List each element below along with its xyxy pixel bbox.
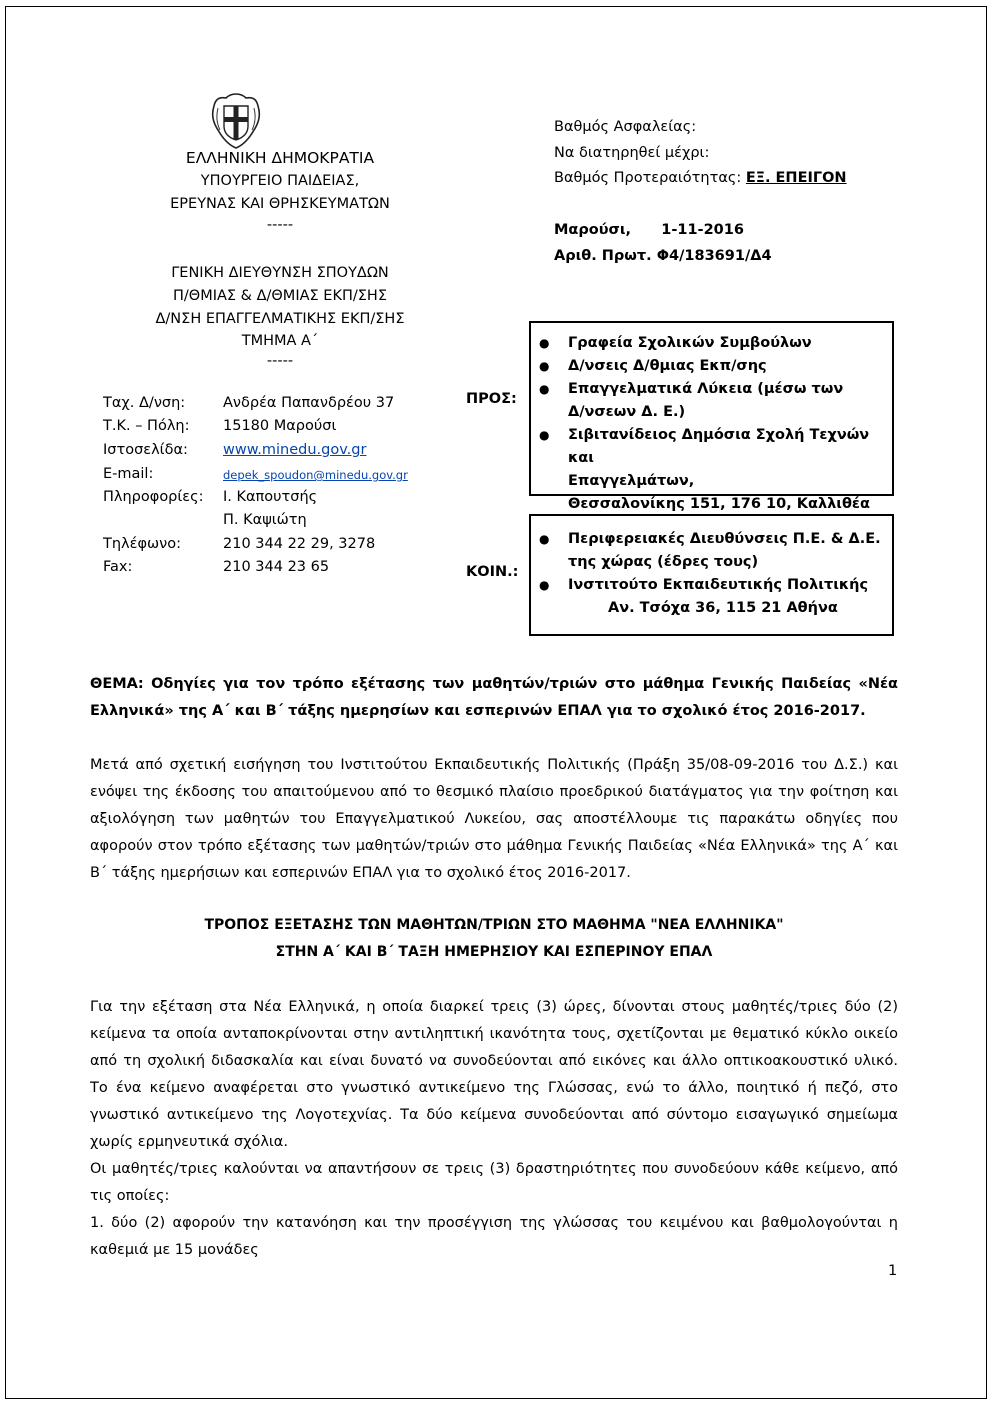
cc-item-2-cont: Αν. Τσόχα 36, 115 21 Αθήνα: [608, 600, 838, 616]
separator: -----: [266, 217, 294, 233]
page-number: 1: [888, 1263, 898, 1279]
address-value: Ανδρέα Παπανδρέου 37: [223, 395, 395, 411]
website-link[interactable]: www.minedu.gov.gr: [223, 442, 367, 458]
bullet-icon: ●: [539, 532, 550, 546]
cc-label: ΚΟΙΝ.:: [466, 564, 519, 580]
priority-row: [554, 170, 847, 186]
priority-label: Βαθμός Προτεραιότητας:: [554, 170, 742, 186]
ministry-line-1: ΥΠΟΥΡΓΕΙΟ ΠΑΙΔΕΙΑΣ,: [200, 173, 360, 189]
cc-item-1-cont: της χώρας (έδρες τους): [568, 554, 759, 570]
bullet-icon: ●: [539, 382, 550, 396]
paragraph-2: Οι μαθητές/τριες καλούνται να απαντήσουν σε τρεις (3) δραστηριότητες που συνοδεύουν κάθε κείμενο, από τις οποίες:: [90, 1161, 898, 1204]
to-item-4-cont-2: Θεσσαλονίκης 151, 176 10, Καλλιθέα: [568, 496, 870, 512]
protocol-number: Αριθ. Πρωτ. Φ4/183691/Δ4: [554, 248, 772, 264]
to-item-4: ● Σιβιτανίδειος Δημόσια Σχολή Τεχνών και: [531, 424, 892, 470]
dept-line-3: Δ/ΝΣΗ ΕΠΑΓΓΕΛΜΑΤΙΚΗΣ ΕΚΠ/ΣΗΣ: [155, 311, 405, 327]
cc-item-2: ● Ινστιτούτο Εκπαιδευτικής Πολιτικής: [531, 574, 892, 597]
priority-value: ΕΞ. ΕΠΕΙΓΟΝ: [745, 170, 847, 186]
exam-paragraph: [90, 994, 898, 1264]
info-label: Πληροφορίες:: [103, 489, 204, 505]
section-heading-line-2: ΣΤΗΝ Α΄ ΚΑΙ Β΄ ΤΑΞΗ ΗΜΕΡΗΣΙΟΥ ΚΑΙ ΕΣΠΕΡΙΝΟΥ ΕΠΑΛ: [275, 944, 713, 960]
coat-of-arms-emblem: [210, 92, 262, 150]
website-label: Ιστοσελίδα:: [103, 442, 188, 458]
fax-value: 210 344 23 65: [223, 559, 330, 575]
email-link[interactable]: depek_spoudon@minedu.gov.gr: [223, 468, 408, 482]
bullet-icon: ●: [539, 359, 550, 373]
republic-title: ΕΛΛΗΝΙΚΗ ΔΗΜΟΚΡΑΤΙΑ: [185, 149, 375, 167]
subject: ΘΕΜΑ: Οδηγίες για τον τρόπο εξέτασης των μαθητών/τριών στο μάθημα Γενικής Παιδείας «Νέα Ελληνικά» της Α΄ και Β΄ τάξης ημερησίων και εσπερινών ΕΠΑΛ για το σχολικό έτος 2016-2017.: [90, 676, 898, 719]
ministry-line-2: ΕΡΕΥΝΑΣ ΚΑΙ ΘΡΗΣΚΕΥΜΑΤΩΝ: [170, 196, 390, 212]
to-item-4-cont-1: Επαγγελμάτων,: [568, 473, 695, 489]
to-label: ΠΡΟΣ:: [466, 391, 517, 407]
info-person-1: Ι. Καπουτσής: [223, 489, 318, 505]
phone-value: 210 344 22 29, 3278: [223, 536, 376, 552]
paragraph-1: Για την εξέταση στα Νέα Ελληνικά, η οποία διαρκεί τρεις (3) ώρες, δίνονται στους μαθητές/τριες δύο (2) κείμενα τα οποία ανταποκρίνονται στην αντιληπτική ικανότητα τους, σχετίζονται με θεματικό κύκλο οικείο από τη σχολική διδασκαλία και είναι δυνατό να συνοδεύονται από εικόνες και άλλο οπτικοακουστικό υλικό. Το ένα κείμενο αναφέρεται στο γνωστικό αντικείμενο της Γλώσσας, ενώ το άλλο, ποιητικό ή πεζό, στο γνωστικό αντικείμενο της Λογοτεχνίας. Τα δύο κείμενα συνοδεύονται από σύντομο εισαγωγικό σημείωμα χωρίς ερμηνευτικά σχόλια.: [90, 999, 898, 1150]
place-date: Μαρούσι, 1-11-2016: [554, 222, 744, 238]
to-item-3-cont: Δ/νσεων Δ. Ε.): [568, 404, 686, 420]
dept-line-2: Π/ΘΜΙΑΣ & Δ/ΘΜΙΑΣ ΕΚΠ/ΣΗΣ: [173, 288, 387, 304]
cc-item-1: ● Περιφερειακές Διευθύνσεις Π.Ε. & Δ.Ε.: [531, 528, 892, 551]
dept-line-4: ΤΜΗΜΑ Α΄: [241, 333, 319, 349]
intro-paragraph: Μετά από σχετική εισήγηση του Ινστιτούτου Εκπαιδευτικής Πολιτικής (Πράξη 35/08-09-2016 του Δ.Σ.) και ενόψει της έκδοσης του απαιτούμενου από το θεσμικό πλαίσιο προεδρικού διατάγματος για την φοίτηση και αξιολόγηση των μαθητών του Επαγγελματικού Λυκείου, σας αποστέλλουμε τις παρακάτω οδηγίες που αφορούν στον τρόπο εξέτασης των μαθητών/τριών στο μάθημα Γενικής Παιδείας «Νέα Ελληνικά» της Α΄ και Β΄ τάξης ημερήσιων και εσπερινών ΕΠΑΛ για το σχολικό έτος 2016-2017.: [90, 757, 898, 881]
postcode-label: Τ.Κ. – Πόλη:: [103, 418, 190, 434]
bullet-icon: ●: [539, 336, 550, 350]
phone-label: Τηλέφωνο:: [103, 536, 182, 552]
address-label: Ταχ. Δ/νση:: [103, 395, 186, 411]
to-item-2: ● Δ/νσεις Δ/θμιας Εκπ/σης: [531, 355, 892, 378]
paragraph-3: 1. δύο (2) αφορούν την κατανόηση και την προσέγγιση της γλώσσας του κειμένου και βαθμολογούνται η καθεμιά με 15 μονάδες: [90, 1215, 898, 1258]
email-label: E-mail:: [103, 466, 154, 482]
to-recipients-box: [529, 321, 894, 512]
dept-line-1: ΓΕΝΙΚΗ ΔΙΕΥΘΥΝΣΗ ΣΠΟΥΔΩΝ: [171, 265, 389, 281]
postcode-value: 15180 Μαρούσι: [223, 418, 337, 434]
fax-label: Fax:: [103, 559, 133, 575]
keep-until-label: Να διατηρηθεί μέχρι:: [554, 145, 710, 161]
section-heading-line-1: ΤΡΟΠΟΣ ΕΞΕΤΑΣΗΣ ΤΩΝ ΜΑΘΗΤΩΝ/ΤΡΙΩΝ ΣΤΟ ΜΑΘΗΜΑ "ΝΕΑ ΕΛΛΗΝΙΚΑ": [204, 917, 784, 933]
to-item-3: ● Επαγγελματικά Λύκεια (μέσω των: [531, 378, 892, 401]
to-item-1: ● Γραφεία Σχολικών Συμβούλων: [531, 332, 892, 355]
bullet-icon: ●: [539, 428, 550, 442]
security-label: Βαθμός Ασφαλείας:: [554, 119, 697, 135]
separator-2: -----: [266, 353, 294, 369]
info-person-2: Π. Καψιώτη: [223, 512, 307, 528]
cc-recipients-box: [529, 514, 894, 636]
bullet-icon: ●: [539, 578, 550, 592]
